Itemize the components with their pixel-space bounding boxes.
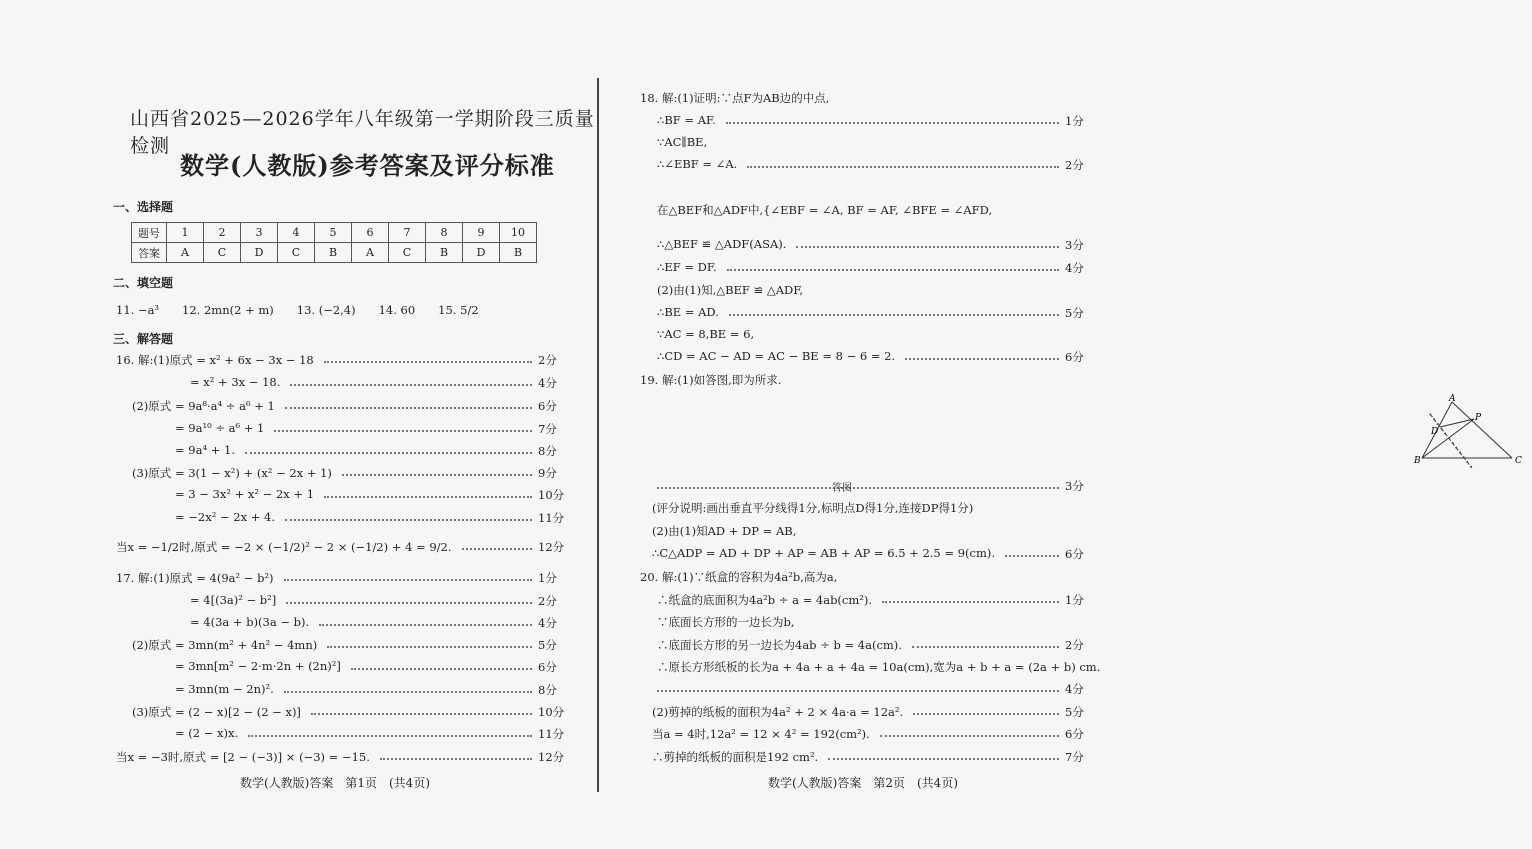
solution-line: ∴BF = AF. bbox=[657, 113, 716, 127]
solution-line: ∴EF = DF. bbox=[657, 260, 717, 274]
answer-cell: B bbox=[315, 243, 352, 263]
question-number-cell: 7 bbox=[389, 223, 426, 243]
solution-line: ∴底面长方形的另一边长为4ab ÷ b = 4a(cm). bbox=[657, 638, 902, 652]
score-label: 5分 bbox=[1065, 306, 1084, 320]
answer-cell: D bbox=[463, 243, 500, 263]
leader-dots bbox=[726, 122, 1059, 124]
leader-dots bbox=[729, 314, 1059, 316]
page-divider bbox=[597, 78, 599, 792]
score-label: 4分 bbox=[538, 616, 557, 630]
solution-line: ∵底面长方形的一边长为b, bbox=[657, 615, 795, 629]
solution-line: = 3mn(m − 2n)². bbox=[175, 682, 274, 696]
score-label: 5分 bbox=[538, 638, 557, 652]
solution-line: = (2 − x)x. bbox=[175, 726, 239, 740]
score-label: 9分 bbox=[538, 466, 557, 480]
point-b-label: B bbox=[1414, 456, 1421, 466]
section-choice: 一、选择题 bbox=[113, 200, 174, 214]
question-number-cell: 6 bbox=[352, 223, 389, 243]
solution-line: ∴C△ADP = AD + DP + AP = AB + AP = 6.5 + 2.5 = 9(cm). bbox=[652, 546, 995, 560]
point-d-label: D bbox=[1431, 427, 1439, 437]
leader-dots bbox=[913, 713, 1059, 715]
solution-line: ∴∠EBF = ∠A. bbox=[657, 157, 738, 171]
question-number-cell: 5 bbox=[315, 223, 352, 243]
solution-line: (2)由(1)知AD + DP = AB, bbox=[652, 524, 797, 538]
document-title: 山西省2025—2026学年八年级第一学期阶段三质量检测 bbox=[130, 108, 595, 157]
solution-line: (3)原式 = 3(1 − x²) + (x² − 2x + 1) bbox=[132, 466, 332, 480]
leader-dots bbox=[311, 713, 532, 715]
score-label: 10分 bbox=[538, 705, 565, 719]
leader-dots bbox=[828, 758, 1059, 760]
question-number-cell: 9 bbox=[463, 223, 500, 243]
leader-dots bbox=[657, 487, 1059, 489]
table-header-answer: 答案 bbox=[132, 243, 167, 263]
question-number-cell: 3 bbox=[241, 223, 278, 243]
score-label: 4分 bbox=[1065, 261, 1084, 275]
solution-line: ∴BE = AD. bbox=[657, 305, 719, 319]
answer-cell: C bbox=[204, 243, 241, 263]
fill-answers: 11. −a³ 12. 2mn(2 + m) 13. (−2,4) 14. 60 15. 5/2 bbox=[116, 303, 479, 317]
answer-cell: B bbox=[426, 243, 463, 263]
leader-dots bbox=[905, 358, 1059, 360]
score-label: 4分 bbox=[1065, 682, 1084, 696]
solution-line: ∴△BEF ≌ △ADF(ASA). bbox=[657, 237, 787, 251]
leader-dots bbox=[290, 384, 532, 386]
score-label: 11分 bbox=[538, 511, 565, 525]
score-label: 6分 bbox=[538, 660, 557, 674]
answer-cell: C bbox=[278, 243, 315, 263]
solution-line: ∵AC∥BE, bbox=[657, 135, 708, 149]
leader-dots bbox=[351, 668, 532, 670]
score-label: 6分 bbox=[1065, 350, 1084, 364]
answer-cell: D bbox=[241, 243, 278, 263]
solution-line: ∵AC = 8,BE = 6, bbox=[657, 327, 755, 341]
answer-cell: B bbox=[500, 243, 537, 263]
score-label: 3分 bbox=[1065, 479, 1084, 493]
section-fill: 二、填空题 bbox=[113, 276, 174, 290]
solution-line: (2)原式 = 3mn(m² + 4n² − 4mn) bbox=[132, 638, 318, 652]
question-number-cell: 1 bbox=[167, 223, 204, 243]
leader-dots bbox=[327, 646, 532, 648]
question-number-cell: 4 bbox=[278, 223, 315, 243]
leader-dots bbox=[324, 496, 532, 498]
solution-line: = x² + 3x − 18. bbox=[190, 375, 281, 389]
leader-dots bbox=[727, 269, 1059, 271]
solution-line: 16. 解:(1)原式 = x² + 6x − 3x − 18 bbox=[116, 353, 314, 367]
page-1 bbox=[0, 0, 596, 849]
score-label: 7分 bbox=[538, 422, 557, 436]
choice-answer-table bbox=[131, 222, 537, 263]
solution-line: 当x = −1/2时,原式 = −2 × (−1/2)² − 2 × (−1/2) + 4 = 9/2. bbox=[116, 540, 452, 554]
solution-line: 19. 解:(1)如答图,即为所求. bbox=[640, 373, 782, 387]
leader-dots bbox=[248, 735, 532, 737]
solution-line: = −2x² − 2x + 4. bbox=[175, 510, 276, 524]
figure-caption: 答图 bbox=[832, 483, 852, 494]
leader-dots bbox=[285, 519, 532, 521]
solution-line: ∴CD = AC − AD = AC − BE = 8 − 6 = 2. bbox=[657, 349, 896, 363]
leader-dots bbox=[1005, 555, 1059, 557]
score-label: 8分 bbox=[538, 444, 557, 458]
score-label: 2分 bbox=[538, 594, 557, 608]
point-c-label: C bbox=[1515, 456, 1522, 466]
score-label: 1分 bbox=[538, 571, 557, 585]
solution-line: ∴原长方形纸板的长为a + 4a + a + 4a = 10a(cm),宽为a + b + a = (2a + b) cm. bbox=[657, 660, 1101, 674]
solution-line: (3)原式 = (2 − x)[2 − (2 − x)] bbox=[132, 705, 301, 719]
solution-line: 18. 解:(1)证明:∵点F为AB边的中点, bbox=[640, 91, 830, 105]
solution-line: = 4(3a + b)(3a − b). bbox=[190, 615, 310, 629]
point-p-label: P bbox=[1475, 413, 1482, 423]
leader-dots bbox=[324, 361, 532, 363]
solution-line: = 3mn[m² − 2·m·2n + (2n)²] bbox=[175, 659, 341, 673]
leader-dots bbox=[342, 474, 532, 476]
leader-dots bbox=[286, 602, 532, 604]
table-header-number: 题号 bbox=[132, 223, 167, 243]
score-label: 12分 bbox=[538, 540, 565, 554]
leader-dots bbox=[912, 646, 1059, 648]
page-footer: 数学(人教版)答案 第2页 (共4页) bbox=[768, 776, 958, 790]
solution-line: ∴纸盒的底面积为4a²b ÷ a = 4ab(cm²). bbox=[657, 593, 873, 607]
solution-line: ∴剪掉的纸板的面积是192 cm². bbox=[652, 750, 819, 764]
score-label: 3分 bbox=[1065, 238, 1084, 252]
score-label: 2分 bbox=[1065, 158, 1084, 172]
question-number-cell: 10 bbox=[500, 223, 537, 243]
leader-dots bbox=[284, 691, 532, 693]
score-label: 5分 bbox=[1065, 705, 1084, 719]
leader-dots bbox=[319, 624, 532, 626]
solution-line: 当x = −3时,原式 = [2 − (−3)] × (−3) = −15. bbox=[116, 750, 370, 764]
solution-line: = 4[(3a)² − b²] bbox=[190, 593, 277, 607]
page-2 bbox=[600, 0, 1522, 849]
score-label: 1分 bbox=[1065, 114, 1084, 128]
solution-line: 在△BEF和△ADF中,{∠EBF = ∠A, BF = AF, ∠BFE = ∠AFD, bbox=[657, 203, 993, 217]
score-label: 4分 bbox=[538, 376, 557, 390]
leader-dots bbox=[245, 452, 532, 454]
solution-line: (2)原式 = 9a⁸·a⁴ ÷ a⁶ + 1 bbox=[132, 399, 275, 413]
score-label: 6分 bbox=[538, 399, 557, 413]
leader-dots bbox=[747, 166, 1059, 168]
question-number-cell: 2 bbox=[204, 223, 241, 243]
leader-dots bbox=[796, 246, 1059, 248]
page-footer: 数学(人教版)答案 第1页 (共4页) bbox=[240, 776, 430, 790]
leader-dots bbox=[380, 758, 532, 760]
solution-line: 当a = 4时,12a² = 12 × 4² = 192(cm²). bbox=[652, 727, 870, 741]
score-label: 2分 bbox=[1065, 638, 1084, 652]
document-subtitle: 数学(人教版)参考答案及评分标准 bbox=[180, 151, 555, 180]
solution-line: = 3 − 3x² + x² − 2x + 1 bbox=[175, 487, 315, 501]
section-solve: 三、解答题 bbox=[113, 332, 174, 346]
score-label: 11分 bbox=[538, 727, 565, 741]
solution-line: (2)剪掉的纸板的面积为4a² + 2 × 4a·a = 12a². bbox=[652, 705, 904, 719]
solution-line: = 9a⁴ + 1. bbox=[175, 443, 235, 457]
leader-dots bbox=[285, 407, 532, 409]
score-label: 2分 bbox=[538, 353, 557, 367]
leader-dots bbox=[880, 735, 1059, 737]
score-label: 10分 bbox=[538, 488, 565, 502]
leader-dots bbox=[284, 579, 532, 581]
answer-cell: C bbox=[389, 243, 426, 263]
leader-dots bbox=[462, 548, 532, 550]
answer-cell: A bbox=[167, 243, 204, 263]
solution-line: (评分说明:画出垂直平分线得1分,标明点D得1分,连接DP得1分) bbox=[652, 501, 974, 515]
leader-dots bbox=[882, 601, 1059, 603]
score-label: 6分 bbox=[1065, 547, 1084, 561]
geometry-figure bbox=[1412, 392, 1532, 470]
leader-dots bbox=[274, 430, 532, 432]
score-label: 8分 bbox=[538, 683, 557, 697]
leader-dots bbox=[657, 690, 1059, 692]
solution-line: (2)由(1)知,△BEF ≌ △ADF, bbox=[657, 283, 804, 297]
solution-line: = 9a¹⁰ ÷ a⁶ + 1 bbox=[175, 421, 265, 435]
point-a-label: A bbox=[1449, 394, 1456, 404]
score-label: 7分 bbox=[1065, 750, 1084, 764]
question-number-cell: 8 bbox=[426, 223, 463, 243]
solution-line: 20. 解:(1)∵纸盒的容积为4a²b,高为a, bbox=[640, 570, 838, 584]
score-label: 6分 bbox=[1065, 727, 1084, 741]
solution-line: 17. 解:(1)原式 = 4(9a² − b²) bbox=[116, 571, 274, 585]
score-label: 1分 bbox=[1065, 593, 1084, 607]
score-label: 12分 bbox=[538, 750, 565, 764]
answer-cell: A bbox=[352, 243, 389, 263]
